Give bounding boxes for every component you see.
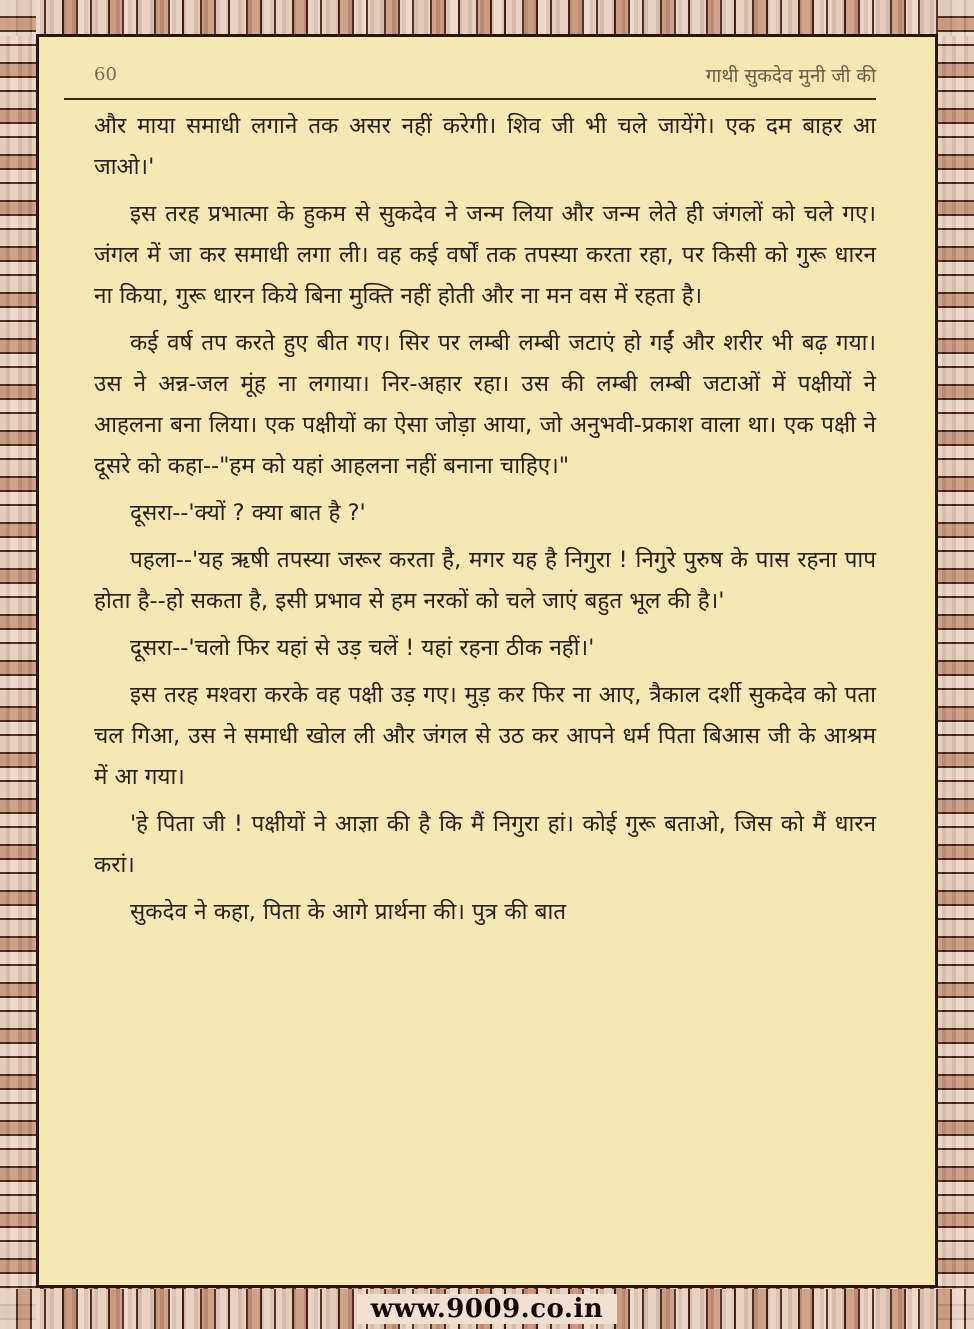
page-header — [64, 60, 876, 100]
running-title: गाथी सुकदेव मुनी जी की — [705, 65, 876, 87]
book-page — [36, 34, 938, 1288]
border-top-chain — [0, 0, 974, 36]
paragraph: दूसरा--'क्यों ? क्या बात है ?' — [130, 500, 366, 526]
paragraph: इस तरह प्रभात्मा के हुकम से सुकदेव ने जन्म लिया और जन्म लेते ही जंगलों को चले गए। जंगल में जा कर समाधी लगा ली। वह कई वर्षों तक तपस्या करता रहा, पर किसी को गुरू धारन ना किया, गुरू धारन किये बिना मुक्ति नहीं होती और ना मन वस में रहता है। — [94, 201, 876, 309]
paragraph: पहला--'यह ऋषी तपस्या जरूर करता है, मगर यह है निगुरा ! निगुरे पुरुष के पास रहना पाप होता है--हो सकता है, इसी प्रभाव से हम नरकों को चले जाएं बहुत भूल की है।' — [94, 547, 876, 614]
page-number: 60 — [94, 64, 117, 85]
paragraph: इस तरह मश्वरा करके वह पक्षी उड़ गए। मुड़ कर फिर ना आए, त्रैकाल दर्शी सुकदेव को पता चल गिआ, उस ने समाधी खोल ली और जंगल से उठ कर आपने धर्म पिता बिआस जी के आश्रम में आ गया। — [94, 682, 876, 790]
footer — [0, 1291, 974, 1327]
border-right-chain — [938, 0, 974, 1329]
website-link[interactable]: www.9009.co.in — [357, 1294, 618, 1324]
border-left-chain — [0, 0, 36, 1329]
body-text — [94, 106, 876, 939]
paragraph: कई वर्ष तप करते हुए बीत गए। सिर पर लम्बी लम्बी जटाएं हो गईं और शरीर भी बढ़ गया। उस ने अन्न-जल मूंह ना लगाया। निर-अहार रहा। उस की लम्बी लम्बी जटाओं में पक्षीयों ने आहलना बना लिया। एक पक्षीयों का ऐसा जोड़ा आया, जो अनुभवी-प्रकाश वाला था। एक पक्षी ने दूसरे को कहा--"हम को यहां आहलना नहीं बनाना चाहिए।" — [94, 330, 876, 479]
paragraph: 'हे पिता जी ! पक्षीयों ने आज्ञा की है कि मैं निगुरा हां। कोई गुरू बताओ, जिस को मैं धारन करां। — [94, 811, 876, 878]
paragraph: सुकदेव ने कहा, पिता के आगे प्रार्थना की। पुत्र की बात — [130, 899, 567, 925]
paragraph: और माया समाधी लगाने तक असर नहीं करेगी। शिव जी भी चले जायेंगे। एक दम बाहर आ जाओ।' — [94, 113, 876, 180]
paragraph: दूसरा--'चलो फिर यहां से उड़ चलें ! यहां रहना ठीक नहीं।' — [130, 635, 595, 661]
